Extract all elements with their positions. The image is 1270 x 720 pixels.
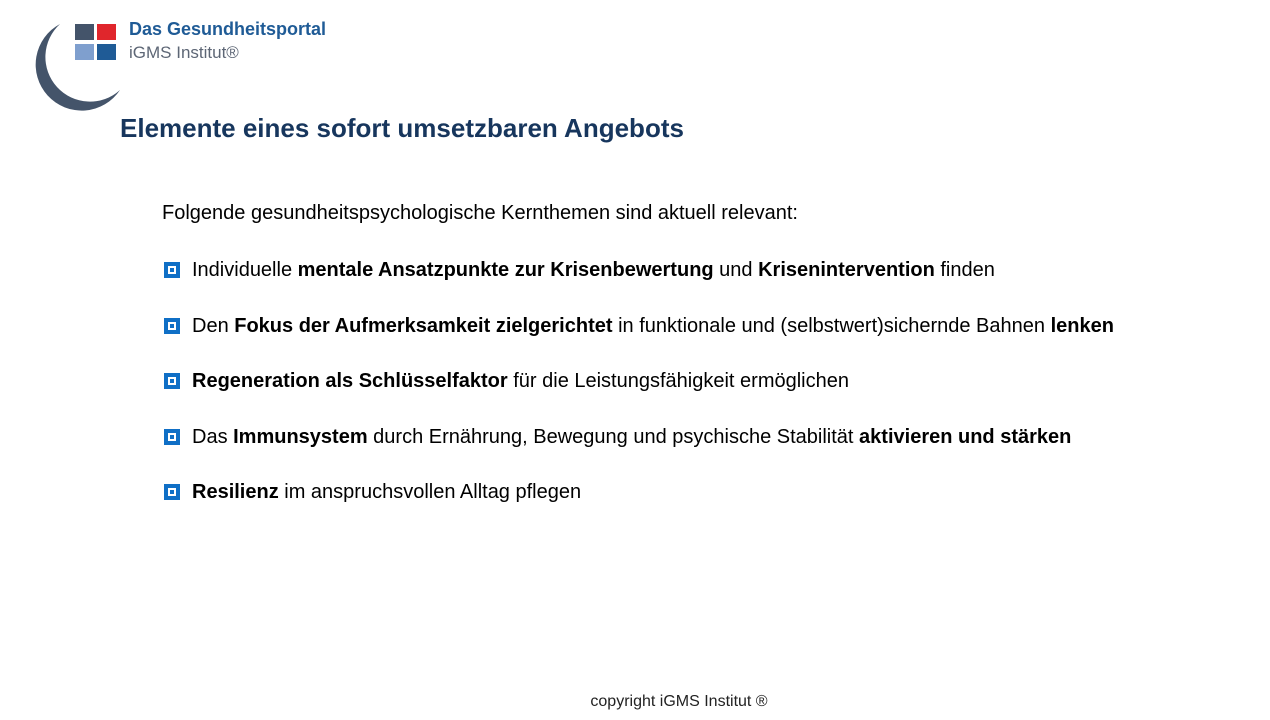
bullet-text <box>192 370 849 392</box>
square-bullet-icon <box>164 318 180 334</box>
bullet-segment: in funktionale und (selbstwert)sichernde Bahnen <box>612 314 1051 337</box>
bullet-segment: Den <box>192 314 235 337</box>
bullet-segment: Individuelle <box>192 259 298 281</box>
bullet-emphasis: Fokus der Aufmerksamkeit zielgerichtet <box>234 314 613 337</box>
bullet-item <box>162 314 1114 370</box>
bullet-emphasis: Resilienz <box>192 481 279 503</box>
bullet-segment: und <box>713 259 759 281</box>
bullet-text <box>192 426 1071 448</box>
bullet-text <box>192 315 1114 337</box>
bullet-item <box>162 480 1114 536</box>
logo-squares <box>75 24 117 61</box>
bullet-emphasis: Krisenintervention <box>758 259 935 281</box>
bullet-segment: für die Leistungsfähigkeit ermöglichen <box>507 370 849 392</box>
bullet-emphasis: Immunsystem <box>233 425 368 448</box>
bullet-segment: im anspruchsvollen Alltag pflegen <box>278 481 582 503</box>
square-bullet-icon <box>164 262 180 278</box>
bullet-emphasis: Regeneration als Schlüsselfaktor <box>192 370 508 392</box>
bullet-segment: finden <box>934 259 995 281</box>
copyright-footer: copyright iGMS Institut ® <box>590 693 768 710</box>
square-bullet-icon <box>164 429 180 445</box>
bullet-segment: durch Ernährung, Bewegung und psychische Stabilität <box>367 425 860 448</box>
square-bullet-icon <box>164 484 180 500</box>
bullet-text <box>192 481 581 503</box>
brand-title: Das Gesundheitsportal <box>129 19 327 39</box>
bullet-text <box>192 259 995 281</box>
bullet-emphasis: mentale Ansatzpunkte zur Krisenbewertung <box>297 259 714 281</box>
slide-title: Elemente eines sofort umsetzbaren Angebots <box>120 113 684 143</box>
bullet-emphasis: aktivieren und stärken <box>859 425 1072 448</box>
intro-text: Folgende gesundheitspsychologische Kernthemen sind aktuell relevant: <box>162 202 798 224</box>
bullet-segment: Das <box>192 425 234 448</box>
square-bullet-icon <box>164 373 180 389</box>
bullet-list <box>162 258 1114 536</box>
brand-subtitle: iGMS Institut® <box>129 43 239 62</box>
bullet-emphasis: lenken <box>1050 314 1114 337</box>
bullet-item <box>162 369 1114 425</box>
bullet-item <box>162 258 1114 314</box>
bullet-item <box>162 425 1114 481</box>
